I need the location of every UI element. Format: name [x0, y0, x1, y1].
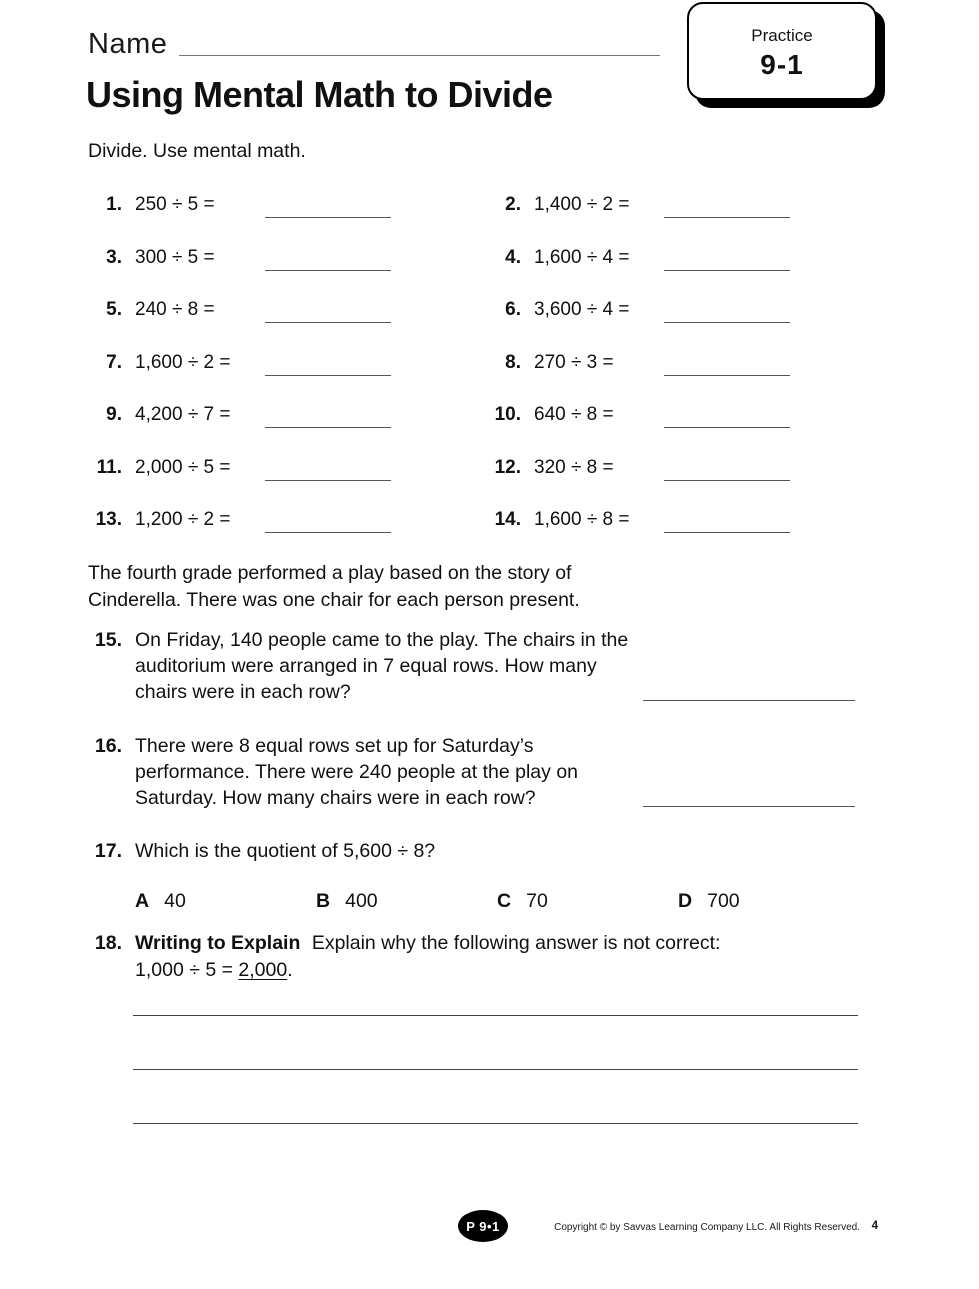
question-text: Which is the quotient of 5,600 ÷ 8?: [135, 840, 436, 862]
answer-blank[interactable]: [664, 507, 790, 533]
option-value: 40: [164, 890, 186, 912]
problem-number: 3.: [106, 246, 122, 268]
option-letter: B: [316, 890, 331, 912]
problems-grid: [88, 192, 888, 560]
options-row: [88, 890, 888, 913]
writing-line[interactable]: [133, 1070, 858, 1124]
answer-blank[interactable]: [664, 192, 790, 218]
problem-row: [487, 245, 888, 298]
problem-row: [487, 192, 888, 245]
problem-number: 11.: [96, 456, 122, 478]
problem-expression: 320 ÷ 8 =: [534, 456, 614, 478]
problem-expression: 300 ÷ 5 =: [135, 246, 215, 268]
problem-number: 5.: [106, 299, 122, 320]
problem-expression: 1,600 ÷ 4 =: [534, 246, 630, 268]
word-problem-16: [88, 733, 855, 811]
problem-row: [88, 507, 487, 560]
problem-number: 1.: [106, 194, 122, 215]
answer-blank[interactable]: [643, 700, 855, 701]
option-letter: A: [135, 890, 150, 912]
problem-row: [88, 402, 487, 455]
writing-answer-lines: [133, 962, 858, 1124]
problem-number: 2.: [505, 194, 521, 215]
problem-row: [88, 192, 487, 245]
name-label: Name: [88, 28, 168, 60]
problem-expression: 240 ÷ 8 =: [135, 299, 215, 320]
problem-number: 12.: [494, 456, 521, 478]
writing-to-explain-label: Writing to Explain: [135, 932, 301, 954]
problem-expression: 1,600 ÷ 2 =: [135, 351, 231, 373]
question-row: [88, 838, 888, 864]
problem-expression: 1,600 ÷ 8 =: [534, 509, 630, 530]
story-intro: The fourth grade performed a play based on the story of Cinderella. There was one chair for each person present.: [88, 562, 580, 611]
incorrect-answer: 2,000: [238, 959, 288, 981]
problem-expression: 4,200 ÷ 7 =: [135, 404, 231, 425]
problem-expression: 3,600 ÷ 4 =: [534, 299, 630, 320]
problem-row: [487, 297, 888, 350]
answer-blank[interactable]: [664, 297, 790, 323]
problem-row: [487, 507, 888, 560]
writing-line[interactable]: [133, 962, 858, 1016]
answer-blank[interactable]: [664, 455, 790, 481]
option-value: 70: [526, 890, 548, 912]
copyright-text: Copyright © by Savvas Learning Company LLC. All Rights Reserved.: [554, 1222, 860, 1233]
option-c[interactable]: [497, 890, 678, 913]
option-value: 700: [707, 890, 740, 912]
option-value: 400: [345, 890, 378, 912]
problem-expression: 640 ÷ 8 =: [534, 404, 614, 425]
practice-label: Practice: [751, 25, 813, 45]
problem-row: [88, 350, 487, 403]
lesson-badge: P 9•1: [458, 1210, 508, 1242]
answer-blank[interactable]: [265, 245, 391, 271]
name-input-line[interactable]: [179, 55, 660, 56]
page-title: Using Mental Math to Divide: [86, 74, 553, 115]
problem-expression: 270 ÷ 3 =: [534, 351, 614, 373]
answer-blank[interactable]: [265, 455, 391, 481]
answer-blank[interactable]: [643, 806, 855, 807]
practice-number: 9-1: [760, 48, 804, 80]
problem-expression: 1,200 ÷ 2 =: [135, 509, 231, 530]
problem-number: 10.: [494, 404, 521, 425]
name-row: [88, 28, 660, 61]
problem-number: 16.: [94, 735, 122, 757]
option-d[interactable]: [678, 890, 859, 913]
writing-line[interactable]: [133, 1016, 858, 1070]
answer-blank[interactable]: [664, 402, 790, 428]
problem-number: 7.: [106, 351, 122, 373]
problem-number: 18.: [94, 932, 122, 954]
problem-row: [88, 245, 487, 298]
problem-row: [88, 455, 487, 508]
problem-number: 6.: [505, 299, 521, 320]
option-letter: D: [678, 890, 693, 912]
answer-blank[interactable]: [664, 350, 790, 376]
problem-expression: 1,400 ÷ 2 =: [534, 194, 630, 215]
answer-blank[interactable]: [664, 245, 790, 271]
practice-badge: [687, 2, 877, 100]
problem-text: There were 8 equal rows set up for Saturday’s performance. There were 240 people at the play on Saturday. How many chairs were in each row?: [135, 735, 579, 809]
problem-expression: 250 ÷ 5 =: [135, 194, 215, 215]
multiple-choice-17: [88, 838, 888, 913]
option-b[interactable]: [316, 890, 497, 913]
problem-number: 15.: [94, 629, 122, 651]
answer-blank[interactable]: [265, 192, 391, 218]
instructions: Divide. Use mental math.: [88, 140, 306, 162]
writing-prompt: Explain why the following answer is not correct: 1,000 ÷ 5 =: [135, 932, 721, 981]
answer-blank[interactable]: [265, 297, 391, 323]
option-letter: C: [497, 890, 512, 912]
sentence-period: .: [287, 959, 293, 981]
problem-row: [487, 455, 888, 508]
page-number: 4: [871, 1220, 878, 1232]
problem-number: 17.: [94, 840, 122, 862]
answer-blank[interactable]: [265, 402, 391, 428]
problem-text: On Friday, 140 people came to the play. The chairs in the auditorium were arranged in 7 equal rows. How many chairs were in each row?: [135, 629, 629, 703]
problem-row: [487, 350, 888, 403]
problem-number: 14.: [494, 509, 521, 530]
problem-expression: 2,000 ÷ 5 =: [135, 456, 231, 478]
problem-number: 8.: [505, 351, 521, 373]
problem-row: [88, 297, 487, 350]
answer-blank[interactable]: [265, 507, 391, 533]
option-a[interactable]: [135, 890, 316, 913]
word-problem-15: [88, 627, 855, 705]
problem-number: 13.: [95, 509, 122, 530]
problem-number: 4.: [505, 246, 521, 268]
answer-blank[interactable]: [265, 350, 391, 376]
problem-number: 9.: [106, 404, 122, 425]
problem-row: [487, 402, 888, 455]
